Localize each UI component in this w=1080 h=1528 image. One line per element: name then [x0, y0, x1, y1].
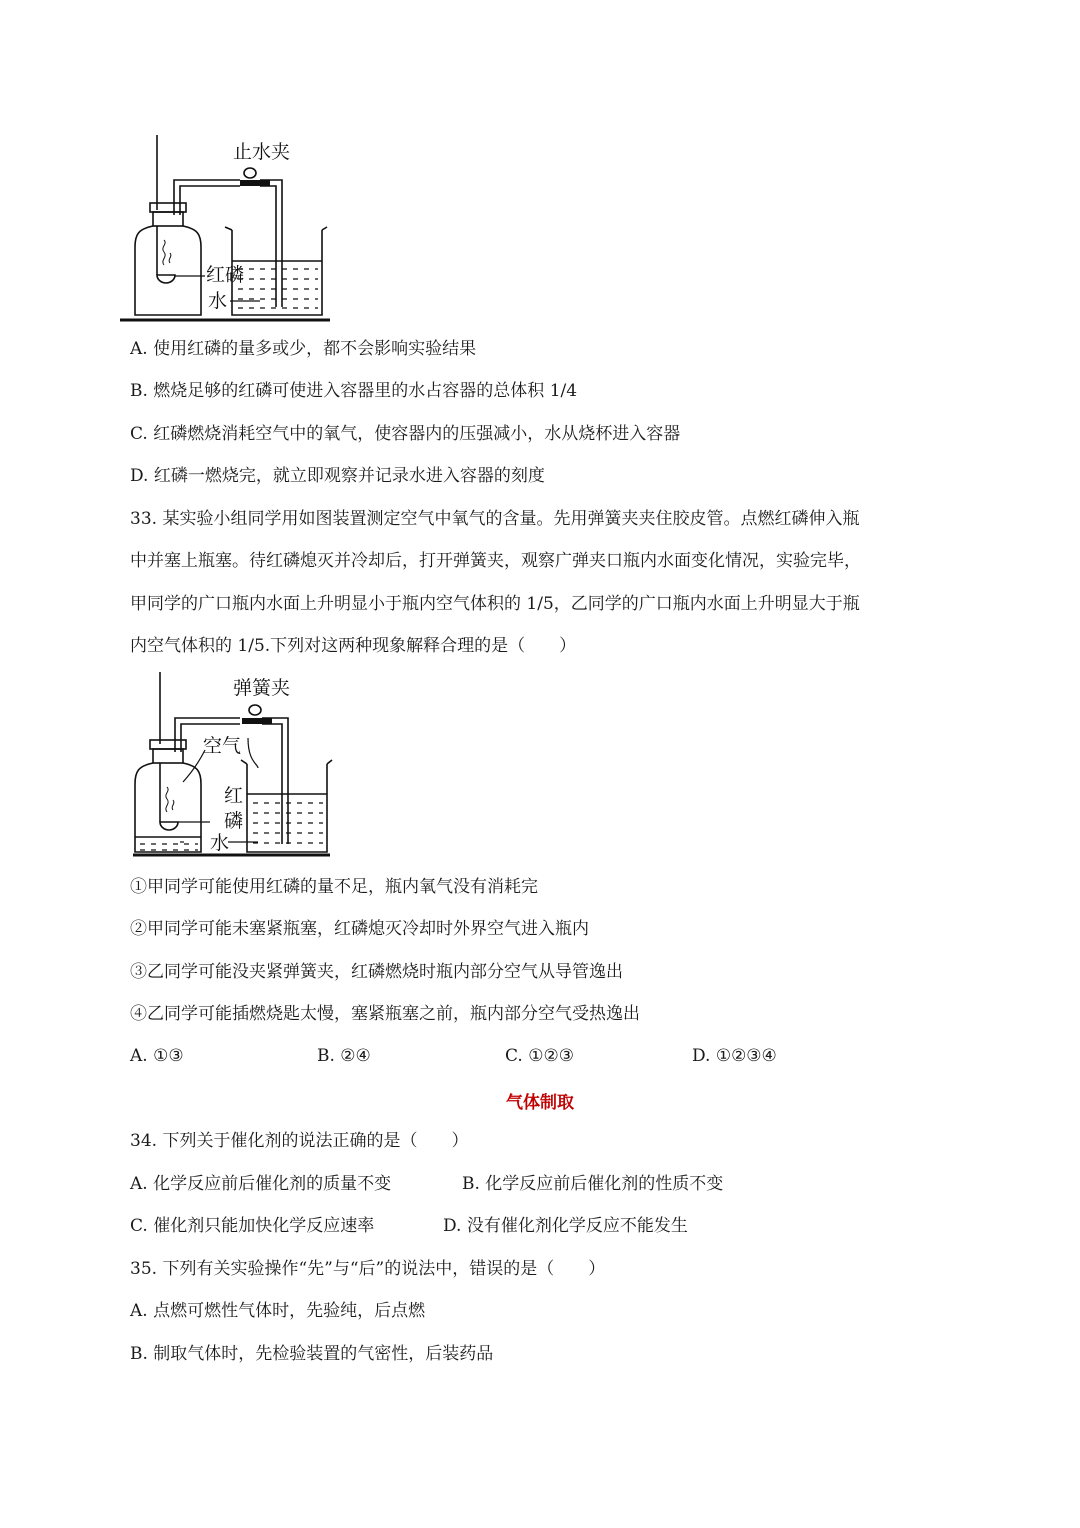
figure-apparatus-2 — [120, 672, 350, 867]
q33-stem-line-1: 33. 某实验小组同学用如图装置测定空气中氧气的含量。先用弹簧夹夹住胶皮管。点燃红磷伸入瓶 — [130, 509, 860, 529]
q34-option-a: A. 化学反应前后催化剂的质量不变 — [130, 1174, 392, 1194]
clamp-label: 止水夹 — [233, 141, 291, 163]
q33-statement-1: ①甲同学可能使用红磷的量不足，瓶内氧气没有消耗完 — [130, 877, 538, 897]
q34-stem: 34. 下列关于催化剂的说法正确的是（ ） — [130, 1131, 469, 1151]
q35-option-b: B. 制取气体时，先检验装置的气密性，后装药品 — [130, 1344, 494, 1364]
q34-option-c: C. 催化剂只能加快化学反应速率 — [130, 1216, 375, 1236]
q33-stem-line-3: 甲同学的广口瓶内水面上升明显小于瓶内空气体积的 1/5，乙同学的广口瓶内水面上升明显大于瓶 — [130, 594, 860, 614]
red-label: 红 — [224, 785, 244, 807]
q32-option-a: A. 使用红磷的量多或少，都不会影响实验结果 — [130, 339, 477, 359]
section-title: 气体制取 — [506, 1093, 574, 1113]
figure-apparatus-1 — [120, 135, 350, 330]
q32-option-d: D. 红磷一燃烧完，就立即观察并记录水进入容器的刻度 — [130, 466, 545, 486]
q33-stem-line-2: 中并塞上瓶塞。待红磷熄灭并冷却后，打开弹簧夹，观察广弹夹口瓶内水面变化情况，实验完毕， — [130, 551, 861, 571]
q33-option-c: C. ①②③ — [505, 1046, 574, 1066]
q34-option-b: B. 化学反应前后催化剂的性质不变 — [462, 1174, 724, 1194]
q32-option-b: B. 燃烧足够的红磷可使进入容器里的水占容器的总体积 1/4 — [130, 381, 578, 401]
red-phosphorus-label: 红磷 — [206, 264, 245, 286]
q33-statement-4: ④乙同学可能插燃烧匙太慢，塞紧瓶塞之前，瓶内部分空气受热逸出 — [130, 1004, 640, 1024]
q35-stem: 35. 下列有关实验操作“先”与“后”的说法中，错误的是（ ） — [130, 1259, 606, 1279]
q34-option-d: D. 没有催化剂化学反应不能发生 — [443, 1216, 688, 1236]
spring-clamp-label: 弹簧夹 — [233, 677, 291, 699]
q32-option-c: C. 红磷燃烧消耗空气中的氧气，使容器内的压强减小，水从烧杯进入容器 — [130, 424, 681, 444]
water-label-2: 水 — [210, 832, 230, 854]
q35-option-a: A. 点燃可燃性气体时，先验纯，后点燃 — [130, 1301, 426, 1321]
q33-option-a: A. ①③ — [130, 1046, 184, 1066]
q33-option-b: B. ②④ — [317, 1046, 371, 1066]
q33-option-d: D. ①②③④ — [692, 1046, 777, 1066]
phosphorus-label: 磷 — [224, 810, 244, 832]
q33-statement-3: ③乙同学可能没夹紧弹簧夹，红磷燃烧时瓶内部分空气从导管逸出 — [130, 962, 623, 982]
air-label: 空气 — [203, 735, 242, 757]
water-label: 水 — [208, 290, 228, 312]
q33-stem-line-4: 内空气体积的 1/5.下列对这两种现象解释合理的是（ ） — [130, 636, 577, 656]
q33-statement-2: ②甲同学可能未塞紧瓶塞，红磷熄灭冷却时外界空气进入瓶内 — [130, 919, 589, 939]
